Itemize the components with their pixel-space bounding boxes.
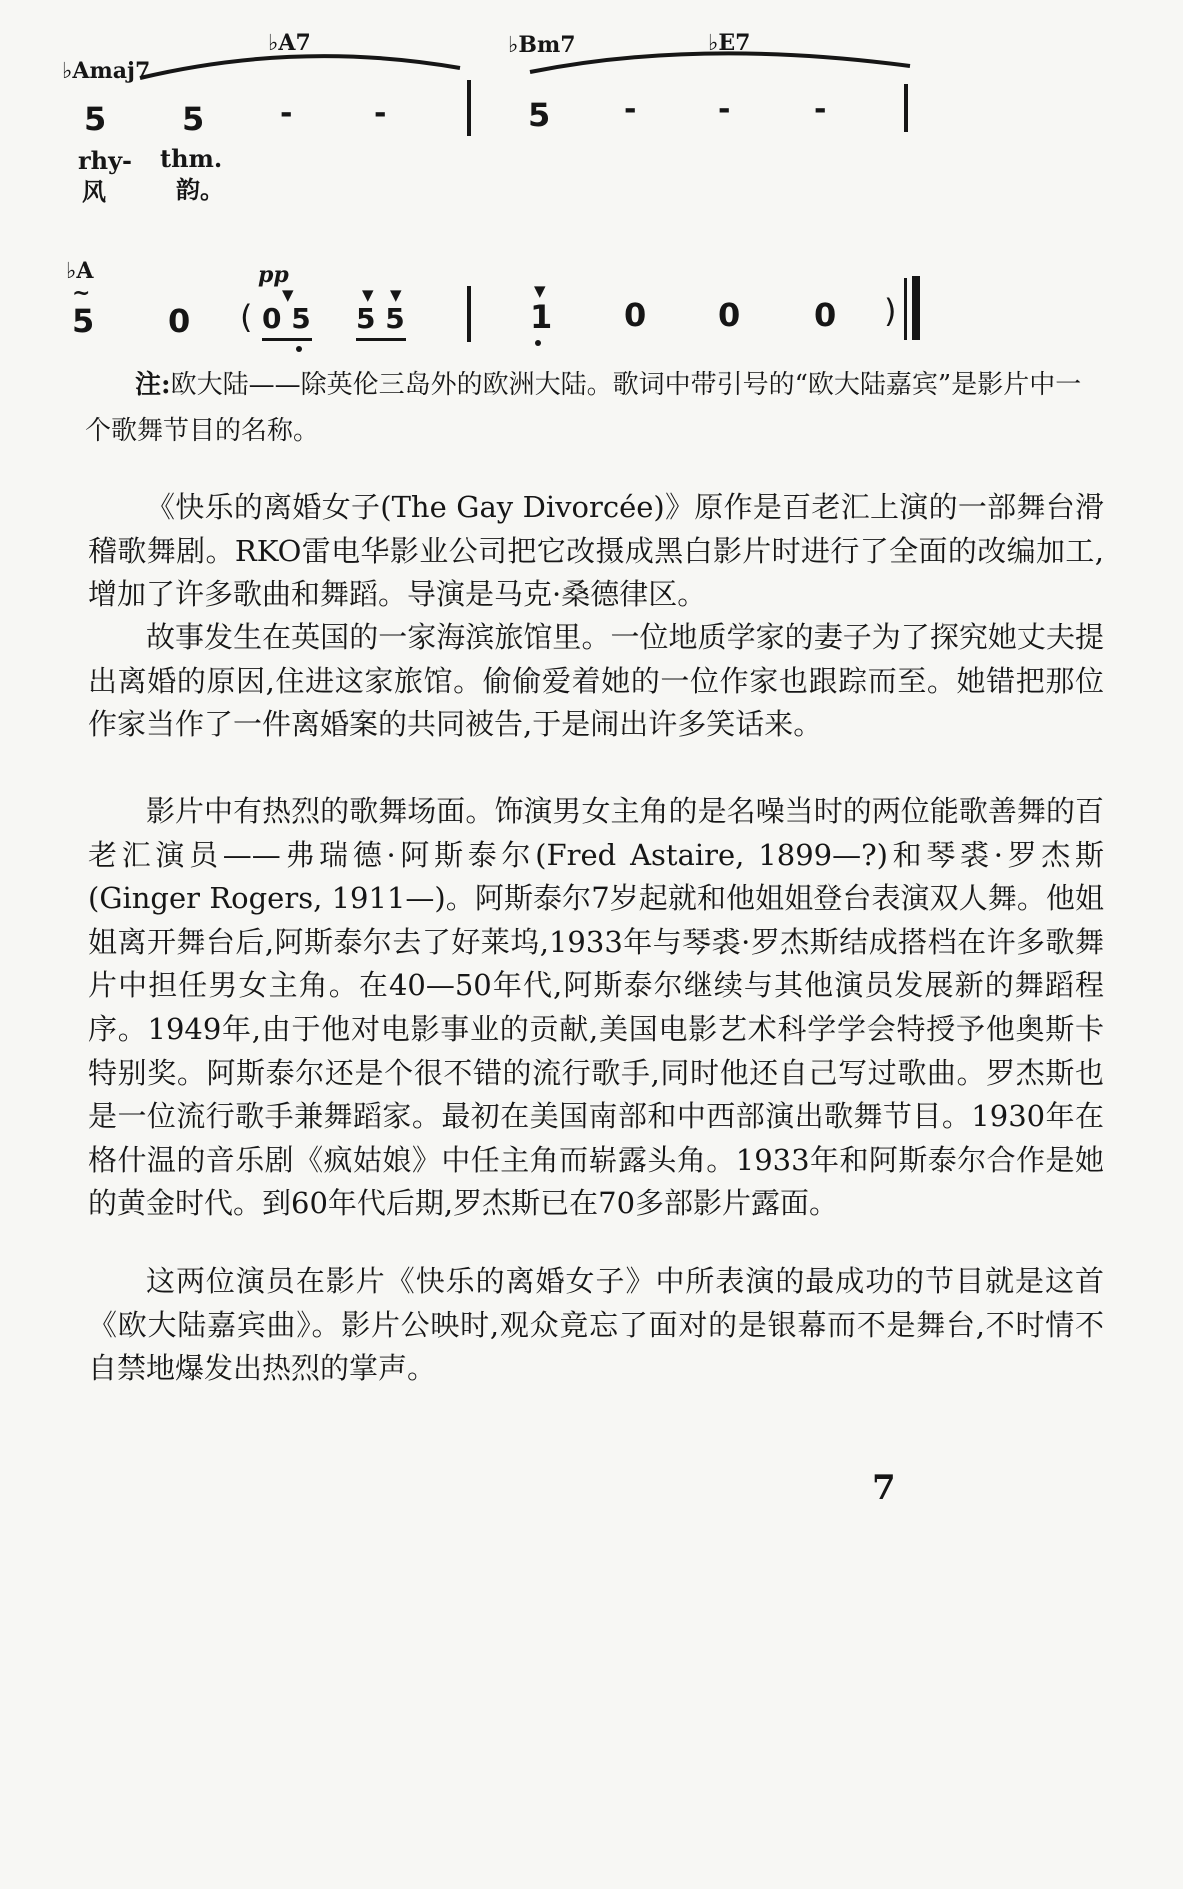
- note-dash: -: [374, 96, 387, 131]
- footnote-label: 注:: [135, 370, 171, 400]
- body-paragraph: 《快乐的离婚女子(The Gay Divorcée)》原作是百老汇上演的一部舞台滑稽歌舞剧。RKO雷电华影业公司把它改摄成黑白影片时进行了全面的改编加工,增加了许多歌曲和舞蹈。导演是马克·桑德律区。: [88, 490, 1104, 612]
- chord-label: ♭Amaj7: [62, 58, 151, 84]
- barline: [467, 286, 471, 342]
- note-dash: -: [280, 96, 293, 131]
- lyric-en: rhy-: [78, 146, 132, 175]
- slur-arc: [530, 53, 910, 72]
- slur-arc: [140, 56, 460, 78]
- note-digit: 5: [182, 100, 205, 138]
- note-digit: 0: [624, 296, 647, 334]
- underline: [356, 338, 406, 341]
- note-group: 0 5: [262, 302, 311, 335]
- final-barline-thick: [912, 276, 920, 340]
- accent-mark: ▼: [362, 286, 374, 304]
- final-barline-thin: [904, 278, 907, 340]
- paren-open: (: [240, 298, 253, 336]
- accent-mark: ▼: [534, 282, 546, 300]
- body-paragraph: 故事发生在英国的一家海滨旅馆里。一位地质学家的妻子为了探究她丈夫提出离婚的原因,住进这家旅馆。偷偷爱着她的一位作家也跟踪而至。她错把那位作家当作了一件离婚案的共同被告,于是闹出许多笑话来。: [88, 620, 1104, 742]
- slur-arcs: [0, 0, 1183, 120]
- note-dash: -: [624, 92, 637, 127]
- lyric-en: thm.: [160, 144, 223, 173]
- footnote-text: 欧大陆——除英伦三岛外的欧洲大陆。歌词中带引号的“欧大陆嘉宾”是影片中一个歌舞节目的名称。: [85, 370, 1082, 446]
- footnote: [85, 362, 1105, 454]
- lyric-cn: 风: [82, 177, 106, 206]
- note-digit: 0: [718, 296, 741, 334]
- note-dash: -: [814, 92, 827, 127]
- chord-label: ♭A7: [268, 30, 311, 56]
- accent-mark: ▼: [390, 286, 402, 304]
- chord-slash: ~: [72, 280, 91, 306]
- underline: [262, 338, 312, 341]
- note-digit: 5: [72, 302, 95, 340]
- lyric-cn: 韵。: [176, 175, 224, 204]
- note-dash: -: [718, 92, 731, 127]
- octave-dot: [535, 340, 541, 346]
- chord-label: ♭Bm7: [508, 32, 576, 58]
- note-group: 5 5: [356, 302, 405, 335]
- octave-dot: [296, 346, 302, 352]
- note-digit: 0: [168, 302, 191, 340]
- chord-label: ♭E7: [708, 30, 751, 56]
- barline: [467, 80, 471, 136]
- chord-label: ♭A: [66, 258, 94, 284]
- body-paragraph: 影片中有热烈的歌舞场面。饰演男女主角的是名噪当时的两位能歌善舞的百老汇演员——弗瑞德·阿斯泰尔(Fred Astaire, 1899—?)和琴裘·罗杰斯(Ginger Rogers, 1911—)。阿斯泰尔7岁起就和他姐姐登台表演双人舞。他姐姐离开舞台后,阿斯泰尔去了好莱坞,1933年与琴裘·罗杰斯结成搭档在许多歌舞片中担任男女主角。在40—50年代,阿斯泰尔继续与其他演员发展新的舞蹈程序。1949年,由于他对电影事业的贡献,美国电影艺术科学学会特授予他奥斯卡特别奖。阿斯泰尔还是个很不错的流行歌手,同时他还自己写过歌曲。罗杰斯也是一位流行歌手兼舞蹈家。最初在美国南部和中西部演出歌舞节目。1930年在格什温的音乐剧《疯姑娘》中任主角而崭露头角。1933年和阿斯泰尔合作是她的黄金时代。到60年代后期,罗杰斯已在70多部影片露面。: [88, 794, 1104, 1221]
- paren-close: ): [884, 292, 897, 330]
- dynamic-mark: pp: [258, 262, 289, 288]
- page-number: 7: [872, 1468, 896, 1508]
- note-digit: 5: [84, 100, 107, 138]
- note-digit: 0: [814, 296, 837, 334]
- accent-mark: ▼: [282, 286, 294, 304]
- note-digit: 5: [528, 96, 551, 134]
- barline: [904, 84, 908, 132]
- note-digit: 1: [530, 298, 553, 336]
- body-paragraph: 这两位演员在影片《快乐的离婚女子》中所表演的最成功的节目就是这首《欧大陆嘉宾曲》。影片公映时,观众竟忘了面对的是银幕而不是舞台,不时情不自禁地爆发出热烈的掌声。: [88, 1264, 1104, 1386]
